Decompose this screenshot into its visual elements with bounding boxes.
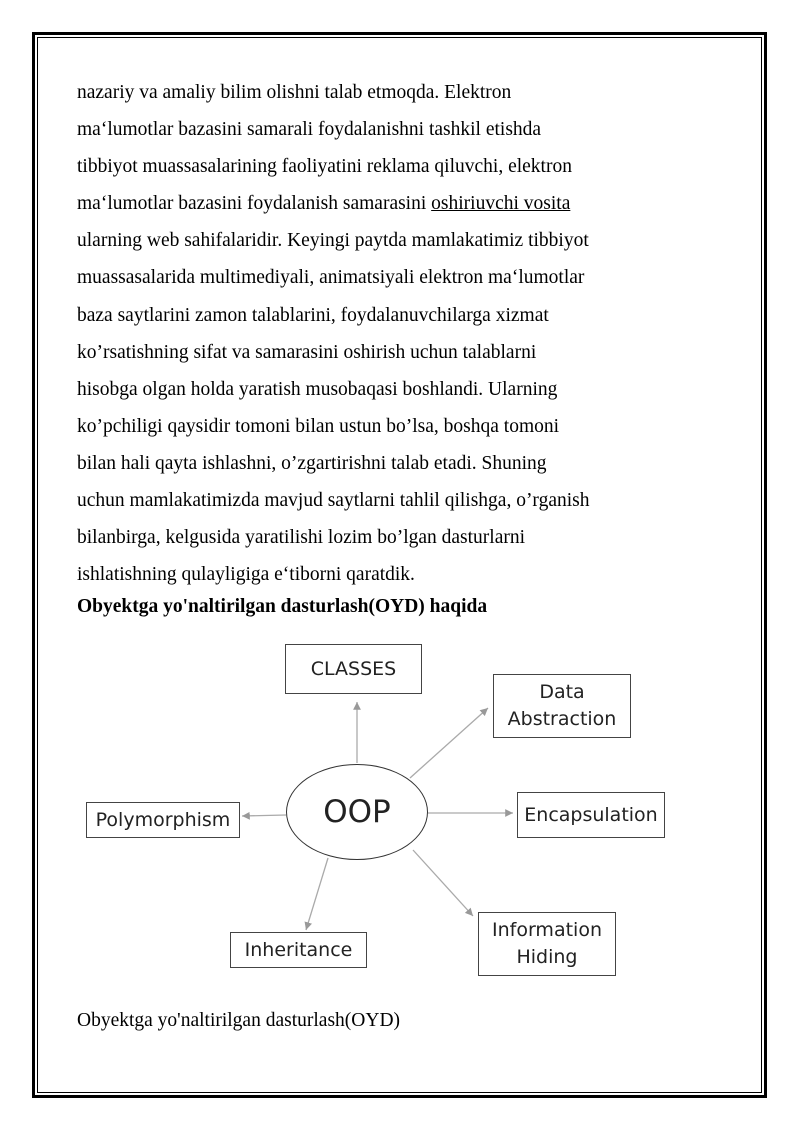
data-abstraction-label-line1: Data [539,681,585,703]
inheritance-label: Inheritance [244,938,353,961]
encapsulation-label: Encapsulation [524,803,658,826]
classes-label: CLASSES [310,657,397,680]
body-paragraph [77,74,667,593]
body-line: bilanbirga, kelgusida yaratilishi lozim bo’lgan dasturlarni [77,527,526,549]
body-line: baza saytlarini zamon talablarini, foydalanuvchilarga xizmat [77,304,549,326]
body-line: bilan hali qayta ishlashni, o’zgartirishni talab etadi. Shuning [77,452,547,474]
body-line: ko’rsatishning sifat va samarasini oshirish uchun talablarni [77,341,537,363]
body-line: ishlatishning qulayligiga e‘tiborni qaratdik. [77,564,415,586]
body-line: uchun mamlakatimizda mavjud saytlarni tahlil qilishga, o’rganish [77,490,590,512]
body-line-text: ma‘lumotlar bazasini foydalanish samarasini [77,193,432,215]
figure-caption: Obyektga yo'naltirilgan dasturlash(OYD) [77,1010,401,1031]
classes-node [285,644,422,694]
body-line [77,185,667,222]
data-abstraction-label-line2: Abstraction [507,708,617,730]
section-heading: Obyektga yo'naltirilgan dasturlash(OYD) haqida [77,596,488,617]
body-line: hisobga olgan holda yaratish musobaqasi boshlandi. Ularning [77,378,558,400]
oop-center-node: OOP [286,764,428,860]
body-line: nazariy va amaliy bilim olishni talab etmoqda. Elektron [77,82,512,103]
information-hiding-label-line2: Hiding [516,946,578,968]
connector-data-abstraction [410,708,488,778]
oop-diagram [70,630,690,990]
data-abstraction-node [493,674,631,738]
inheritance-node [230,932,367,968]
connector-inheritance [306,858,328,930]
encapsulation-node [517,792,665,838]
body-line: ma‘lumotlar bazasini samarali foydalanishni tashkil etishda [77,119,542,141]
polymorphism-node [86,802,240,838]
underlined-phrase: oshiriuvchi vosita [431,193,571,215]
body-line: ularning web sahifalaridir. Keyingi paytda mamlakatimiz tibbiyot [77,230,589,252]
body-line: muassasalarida multimediyali, animatsiyali elektron ma‘lumotlar [77,267,585,289]
information-hiding-node [478,912,616,976]
connector-information-hiding [413,850,473,916]
polymorphism-label: Polymorphism [95,808,231,831]
body-line: tibbiyot muassasalarining faoliyatini reklama qiluvchi, elektron [77,156,572,178]
connector-polymorphism [242,815,286,816]
information-hiding-label-line1: Information [492,919,602,941]
body-line: ko’pchiligi qaysidir tomoni bilan ustun bo’lsa, boshqa tomoni [77,415,560,437]
